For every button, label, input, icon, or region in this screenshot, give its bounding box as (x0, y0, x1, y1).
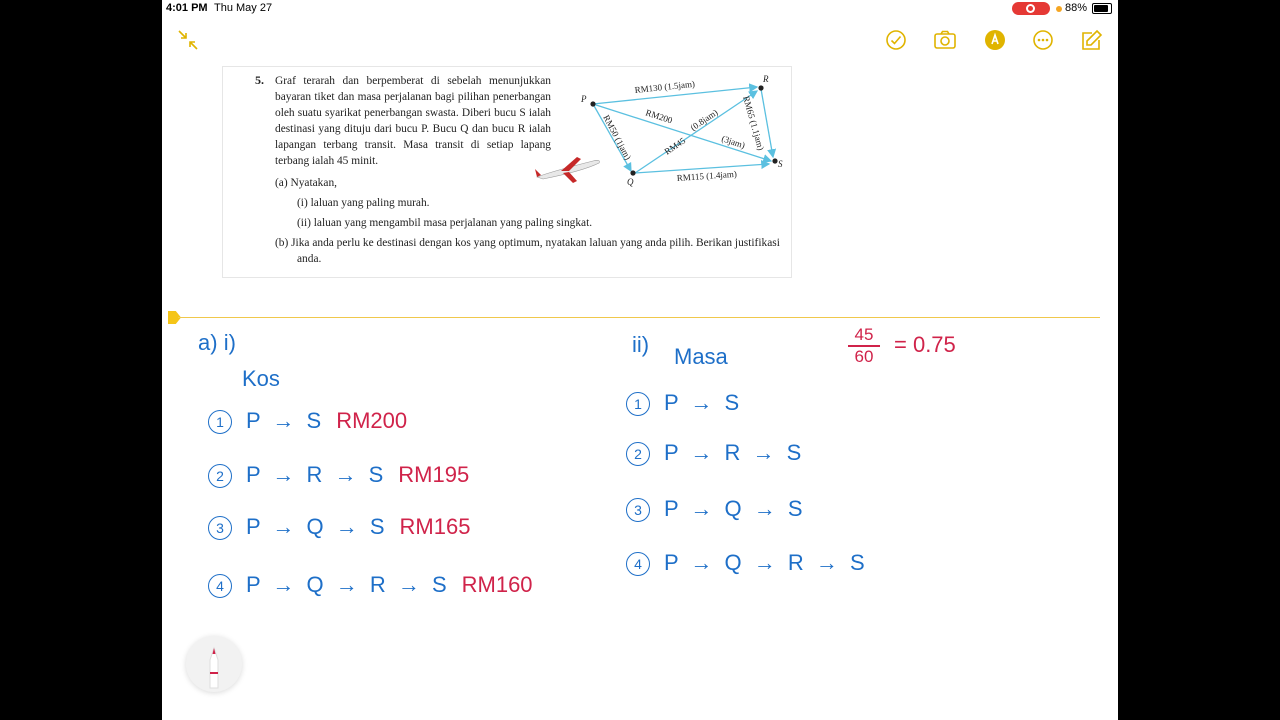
route-path: P → Q → R → S (246, 572, 450, 597)
route-cost: RM160 (461, 572, 533, 597)
route-cost: RM165 (399, 514, 471, 539)
masa-route-row (626, 496, 806, 522)
note-masa-heading: Masa (674, 344, 728, 369)
step-number-badge: 3 (208, 516, 232, 540)
edge-label-q-s: RM115 (1.4jam) (676, 168, 738, 183)
step-number-badge: 1 (208, 410, 232, 434)
route-path: P → Q → R → S (664, 550, 868, 575)
masa-route-row (626, 440, 804, 466)
question-part-b: (b) Jika anda perlu ke destinasi dengan kos yang optimum, nyatakan laluan yang anda pilih. Berikan justifikasi anda. (275, 237, 780, 265)
edge-label-q-r-cost: RM45 (662, 135, 688, 157)
note-a-label (198, 330, 236, 356)
fraction-denominator: 60 (854, 347, 874, 366)
status-bar (162, 0, 1118, 18)
route-path: P → S (246, 408, 325, 433)
pen-markup-icon[interactable] (983, 28, 1007, 52)
step-number-badge: 4 (208, 574, 232, 598)
node-q: Q (627, 177, 634, 187)
route-path: P → R → S (664, 440, 805, 465)
edge-label-r-s: RM65 (1.1jam) (741, 94, 767, 152)
masa-route-row (626, 550, 868, 576)
note-ii-label: ii) (632, 332, 650, 357)
node-s-dot (772, 158, 777, 163)
masa-route-row (626, 390, 742, 416)
screen-recording-indicator[interactable] (1012, 2, 1050, 15)
edge-q-r (635, 91, 757, 173)
node-p-dot (590, 101, 595, 106)
question-image[interactable] (222, 66, 792, 278)
transit-hours-result: = 0.75 (894, 332, 956, 357)
question-part-a-i: (i) laluan yang paling murah. (297, 197, 430, 209)
pencil-tool-button[interactable] (186, 636, 242, 692)
edge-label-p-q: RM50 (1jam) (601, 113, 634, 162)
edge-label-q-r-time: (0.8jam) (688, 107, 720, 133)
step-number-badge: 1 (626, 392, 650, 416)
route-path: P → Q → S (664, 496, 806, 521)
more-ellipsis-icon[interactable] (1031, 28, 1055, 52)
status-time: 4:01 PM (166, 2, 208, 14)
step-number-badge: 2 (626, 442, 650, 466)
route-cost: RM195 (398, 462, 470, 487)
directed-graph (573, 69, 783, 193)
route-cost: RM200 (336, 408, 408, 433)
section-divider (178, 317, 1100, 318)
status-date: Thu May 27 (214, 2, 273, 14)
pencil-icon (186, 636, 242, 692)
edge-label-p-r: RM130 (1.5jam) (634, 78, 696, 95)
question-intro: Graf terarah dan berpemberat di sebelah menunjukkan bayaran tiket dan masa perjalanan bagi pilihan penerbangan oleh suatu syarikat penerbangan swasta. Diberi bucu S ialah destinasi yang dituju dari bucu P. Bucu Q dan bucu R ialah lapangan terbang transit. Masa transit di setiap lapang terbang ialah 45 minit. (275, 75, 551, 167)
checkmark-circle-icon[interactable] (884, 28, 908, 52)
node-q-dot (630, 170, 635, 175)
fraction-numerator: 45 (854, 325, 874, 344)
battery-level (1094, 5, 1108, 12)
edge-label-p-s-time: (3jam) (720, 133, 747, 151)
route-path: P → Q → S (246, 514, 388, 539)
step-number-badge: 2 (208, 464, 232, 488)
node-p: P (581, 94, 587, 104)
note-kos-heading: Kos (242, 366, 280, 391)
notes-screen (162, 0, 1118, 720)
route-path: P → S (664, 390, 743, 415)
compose-icon[interactable] (1080, 28, 1104, 52)
kos-route-row (208, 408, 407, 434)
step-number-badge: 3 (626, 498, 650, 522)
microphone-indicator-icon (1056, 6, 1062, 12)
collapse-arrows-icon[interactable] (176, 28, 200, 52)
kos-route-row (208, 462, 469, 488)
camera-icon[interactable] (933, 28, 957, 52)
question-number: 5. (255, 73, 264, 87)
node-r: R (763, 74, 769, 84)
note-i: i) (223, 330, 236, 355)
kos-route-row (208, 572, 533, 598)
step-number-badge: 4 (626, 552, 650, 576)
battery-icon (1092, 3, 1112, 14)
edge-label-p-s-cost: RM200 (644, 107, 674, 126)
battery-percentage: 88% (1065, 2, 1088, 14)
node-s: S (778, 159, 783, 169)
question-part-a: (a) Nyatakan, (275, 177, 337, 189)
question-part-a-ii: (ii) laluan yang mengambil masa perjalanan yang paling singkat. (297, 217, 593, 229)
transit-fraction (846, 326, 882, 366)
route-path: P → R → S (246, 462, 387, 487)
kos-route-row (208, 514, 470, 540)
node-r-dot (758, 85, 763, 90)
record-icon (1026, 4, 1035, 13)
note-a: a) (198, 330, 218, 355)
